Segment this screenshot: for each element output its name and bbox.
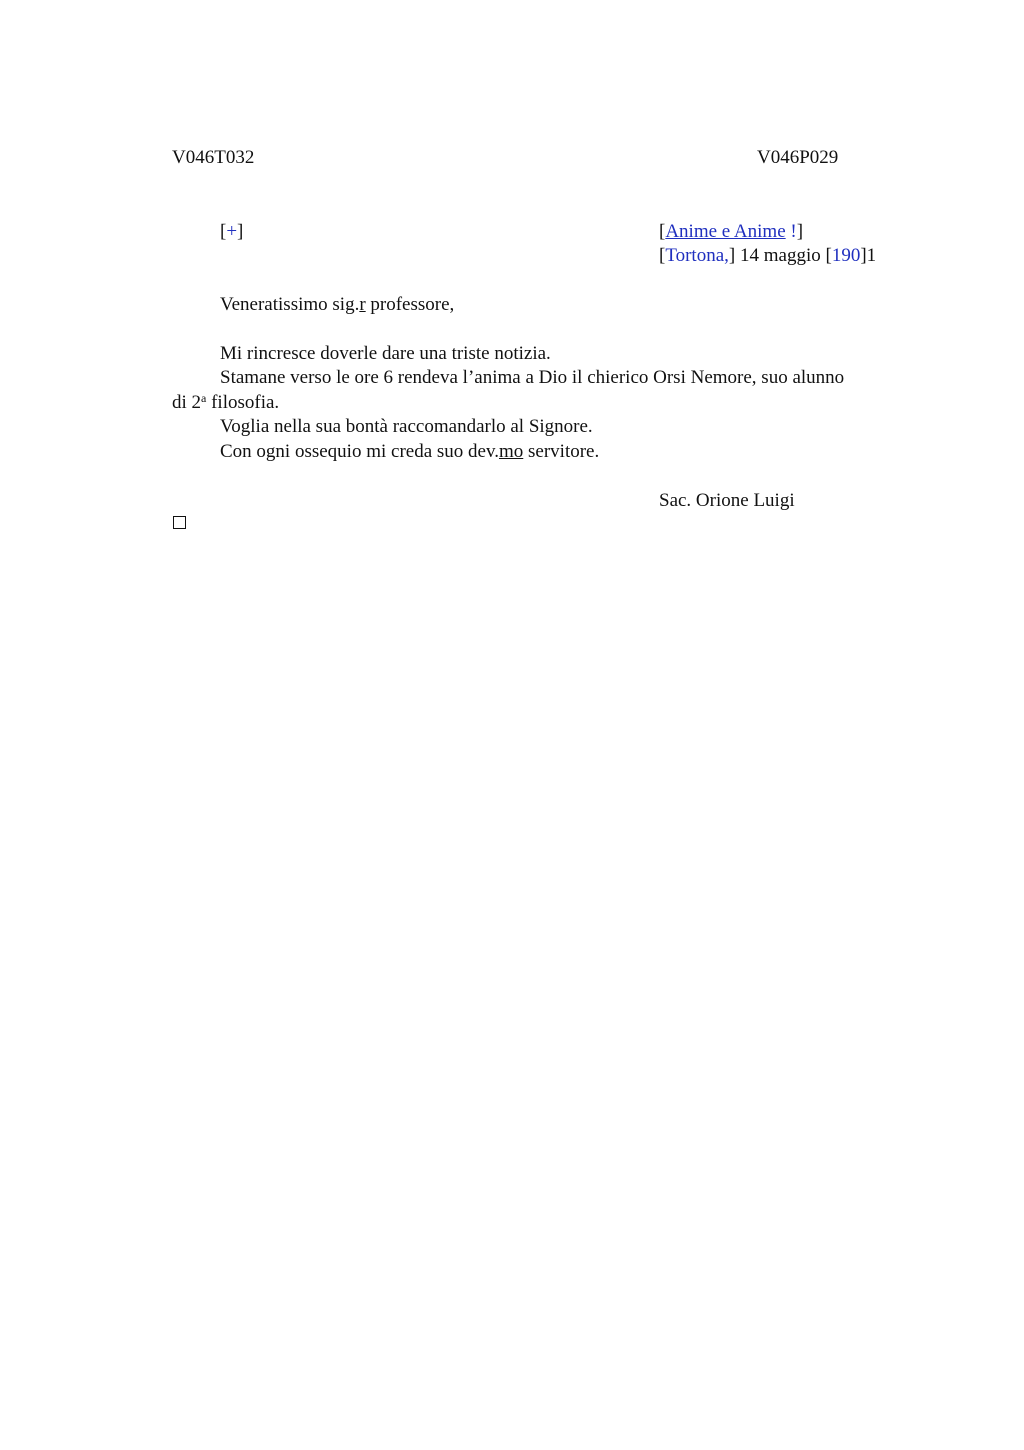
cross-icon: +	[226, 221, 238, 242]
bracket-close: ]	[796, 221, 804, 242]
body-line-3-end: filosofia.	[206, 392, 280, 413]
signature: Sac. Orione Luigi	[659, 490, 795, 511]
document-code-left: V046T032	[172, 147, 255, 168]
body-line-4: Voglia nella sua bontà raccomandarlo al Signore.	[220, 416, 593, 437]
body-line-5-text: Con ogni ossequio mi creda suo dev.	[220, 441, 499, 462]
body-line-3	[172, 391, 279, 415]
cross-mark	[220, 220, 243, 244]
body-line-1: Mi rincresce doverle dare una triste notizia.	[220, 343, 551, 364]
bracket-close: ]	[237, 221, 244, 242]
body-line-5	[220, 440, 599, 464]
square-outline-icon	[173, 516, 186, 529]
place-date-line	[659, 244, 876, 268]
document-code-right: V046P029	[757, 147, 839, 168]
devotissimo-abbrev: mo	[498, 441, 524, 462]
date-text: ] 14 maggio [	[728, 245, 832, 266]
salutation-end: professore,	[365, 294, 455, 315]
body-line-2: Stamane verso le ore 6 rendeva l’anima a Dio il chierico Orsi Nemore, suo alunno	[220, 367, 845, 388]
bracket-open: [	[659, 245, 666, 266]
salutation	[220, 293, 454, 317]
year-suffix: ]1	[860, 245, 877, 266]
bracket-open: [	[220, 221, 227, 242]
ordinal-superscript: a	[201, 391, 207, 405]
bracket-open: [	[659, 221, 666, 242]
place-name: Tortona,	[665, 245, 729, 266]
exclamation-mark: !	[790, 221, 797, 242]
salutation-abbrev: r	[359, 294, 366, 315]
anime-e-anime-link[interactable]: Anime e Anime	[665, 221, 786, 242]
salutation-text: Veneratissimo sig.	[220, 294, 360, 315]
body-line-5-end: servitore.	[523, 441, 600, 462]
year-prefix: 190	[831, 245, 861, 266]
letterhead-line	[659, 220, 803, 244]
body-line-3-text: di 2	[172, 392, 202, 413]
